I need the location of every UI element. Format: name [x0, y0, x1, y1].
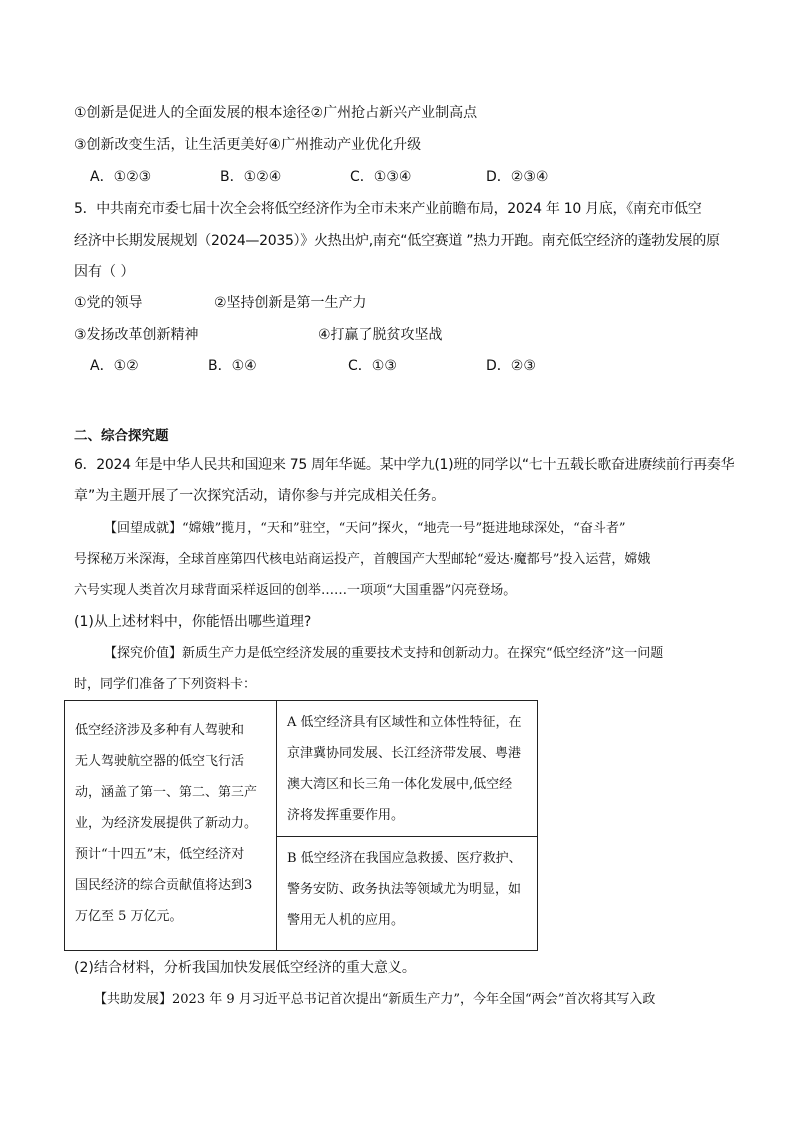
q4-option-b: B．①②④ [220, 169, 282, 185]
q6-review-line-1: 【回望成就】“嫦娥”揽月，“天和”驻空，“天问”探火，“地壳一号”挺进地球深处，“奋斗者” [104, 521, 626, 536]
card-left-line: 万亿至 5 万亿元。 [75, 909, 183, 924]
q6-intro-line-2: 章”为主题开展了一次探究活动，请你参与并完成相关任务。 [74, 488, 446, 504]
q6-subquestion-1: (1)从上述材料中，你能悟出哪些道理? [74, 614, 312, 630]
q5-statement-4: ④打赢了脱贫攻坚战 [318, 327, 443, 343]
card-left-line: 无人驾驶航空器的低空飞行活 [75, 754, 245, 769]
data-card-b [277, 837, 537, 950]
card-b-line: 警用无人机的应用。 [287, 913, 405, 928]
q6-subquestion-2: (2)结合材料，分析我国加快发展低空经济的重大意义。 [74, 960, 416, 976]
q6-review-line-2: 号探秘万米深海，全球首座第四代核电站商运投产，首艘国产大型邮轮“爱达·魔都号”投入运营，嫦娥 [74, 552, 651, 567]
card-a-line: 澳大湾区和长三角一体化发展中,低空经 [287, 777, 513, 792]
q4-statement-1: ①创新是促进人的全面发展的根本途径②广州抢占新兴产业制高点 [74, 105, 478, 121]
data-card-table [64, 700, 538, 951]
q5-option-a: A．①② [90, 358, 139, 374]
card-a-line: A 低空经济具有区域性和立体性特征，在 [287, 715, 522, 730]
q5-stem-line-2: 经济中长期发展规划（2024—2035）》火热出炉,南充“低空赛道 ”热力开跑。南充低空经济的蓬勃发展的原 [74, 233, 720, 249]
q6-cooperate-line-1: 【共助发展】2023 年 9 月习近平总书记首次提出“新质生产力”，今年全国“两会”首次将其写入政 [94, 992, 656, 1007]
card-left-line: 业，为经济发展提供了新动力。 [75, 816, 258, 831]
q5-statement-3: ③发扬改革创新精神 [74, 327, 199, 343]
q6-explore-line-2: 时，同学们准备了下列资料卡： [74, 677, 257, 692]
q4-option-c: C．①③④ [350, 169, 412, 185]
data-card-a [277, 701, 537, 837]
card-left-line: 低空经济涉及多种有人驾驶和 [75, 723, 245, 738]
card-left-line: 预计“十四五”末，低空经济对 [75, 847, 245, 862]
section-heading: 二、综合探究题 [74, 428, 169, 444]
q4-option-d: D．②③④ [486, 169, 549, 185]
q4-statement-2: ③创新改变生活，让生活更美好④广州推动产业优化升级 [74, 137, 422, 153]
data-card-left [65, 701, 277, 950]
card-a-line: 京津冀协同发展、长江经济带发展、粤港 [287, 746, 522, 761]
q5-statement-1: ①党的领导 [74, 295, 143, 311]
card-left-line: 国民经济的综合贡献值将达到3 [75, 878, 253, 893]
q6-explore-line-1: 【探究价值】新质生产力是低空经济发展的重要技术支持和创新动力。在探究“低空经济”这一问题 [104, 646, 664, 661]
card-a-line: 济将发挥重要作用。 [287, 808, 405, 823]
card-b-line: B 低空经济在我国应急救援、医疗救护、 [287, 851, 522, 866]
card-b-line: 警务安防、政务执法等领域尤为明显，如 [287, 882, 522, 897]
q6-review-line-3: 六号实现人类首次月球背面采样返回的创举……一项项“大国重器”闪亮登场。 [74, 583, 517, 598]
q5-option-d: D．②③ [486, 358, 536, 374]
q4-option-a: A．①②③ [90, 169, 152, 185]
q5-statement-2: ②坚持创新是第一生产力 [214, 295, 367, 311]
q5-stem-line-3: 因有（ ） [74, 264, 135, 280]
card-left-line: 动，涵盖了第一、第二、第三产 [75, 785, 258, 800]
q5-option-c: C．①③ [348, 358, 397, 374]
q5-option-b: B．①④ [208, 358, 257, 374]
q6-intro-line-1: 6．2024 年是中华人民共和国迎来 75 周年华诞。某中学九(1)班的同学以“七十五载长歌奋进赓续前行再奏华 [74, 457, 735, 473]
q5-stem-line-1: 5．中共南充市委七届十次全会将低空经济作为全市未来产业前瞻布局，2024 年 10 月底，《南充市低空 [74, 201, 702, 217]
